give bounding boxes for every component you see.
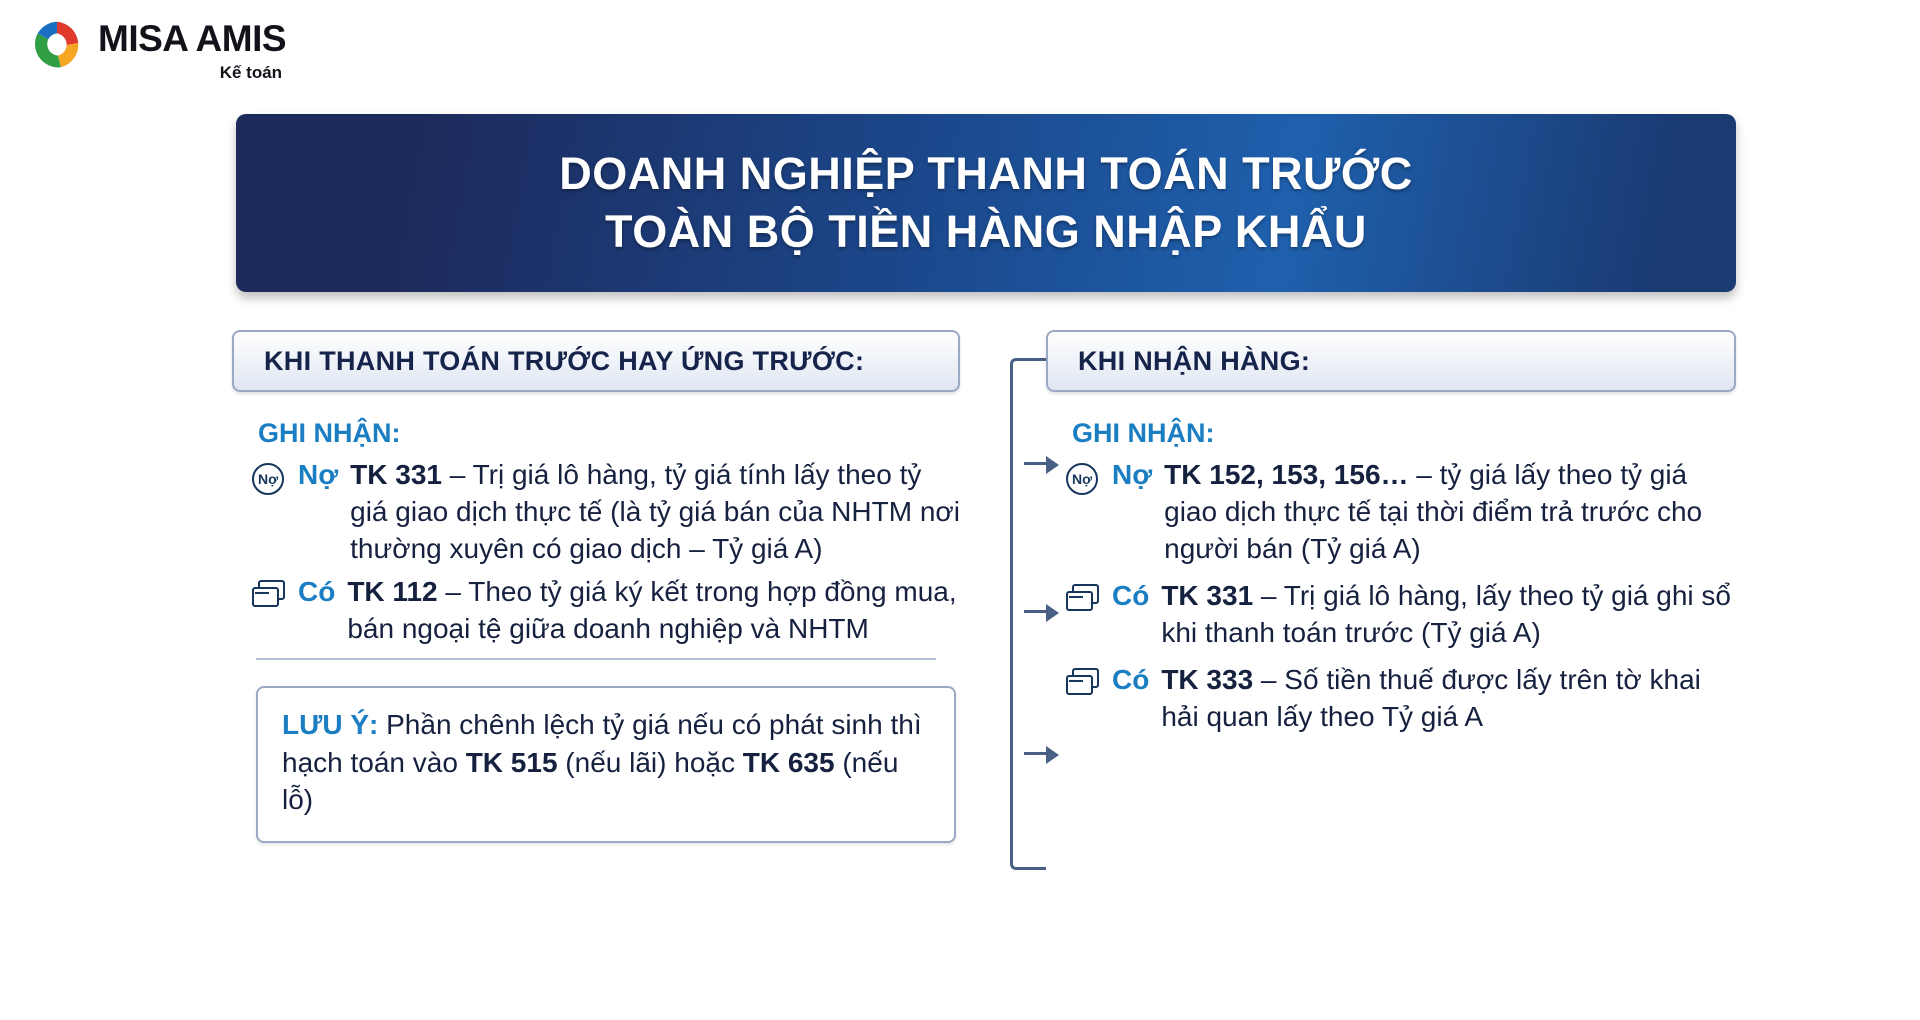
list-item	[252, 574, 960, 648]
left-divider	[256, 658, 936, 660]
right-entry-list	[1066, 457, 1736, 736]
co-cards-icon	[1066, 668, 1106, 704]
right-section-header	[1046, 330, 1736, 392]
no-circle-icon: Nợ	[252, 463, 292, 499]
no-circle-icon: Nợ	[1066, 463, 1106, 499]
left-section-header-text: KHI THANH TOÁN TRƯỚC HAY ỨNG TRƯỚC:	[264, 345, 865, 376]
left-entry-list	[252, 457, 960, 648]
connector-line-2	[1024, 610, 1046, 613]
list-item	[252, 457, 960, 568]
right-column	[1046, 330, 1736, 746]
list-item	[1066, 662, 1736, 736]
entry-text: TK 112 – Theo tỷ giá ký kết trong hợp đồng mua, bán ngoại tệ giữa doanh nghiệp và NHTM	[347, 575, 957, 644]
entry-text: TK 333 – Số tiền thuế được lấy trên tờ khai hải quan lấy theo Tỷ giá A	[1161, 663, 1701, 732]
left-record-label: GHI NHẬN:	[258, 418, 401, 448]
entry-type-label: Nợ	[1112, 459, 1153, 490]
list-item	[1066, 578, 1736, 652]
co-cards-icon	[1066, 584, 1106, 620]
misa-swirl-logo-icon	[28, 16, 86, 74]
brand-logo	[28, 14, 286, 83]
co-cards-icon	[252, 580, 292, 616]
entry-text: TK 331 – Trị giá lô hàng, tỷ giá tính lấy theo tỷ giá giao dịch thực tế (là tỷ giá bán của NHTM nơi thường xuyên có giao dịch – Tỷ giá A)	[350, 459, 960, 564]
brand-subtitle: Kế toán	[219, 63, 283, 82]
entry-type-label: Nợ	[298, 459, 339, 490]
right-section-header-text: KHI NHẬN HÀNG:	[1078, 345, 1311, 376]
entry-text: TK 331 – Trị giá lô hàng, lấy theo tỷ giá ghi sổ khi thanh toán trước (Tỷ giá A)	[1161, 579, 1732, 648]
right-record-label: GHI NHẬN:	[1072, 418, 1215, 448]
entry-text: TK 152, 153, 156… – tỷ giá lấy theo tỷ giá giao dịch thực tế tại thời điểm trả trước cho người bán (Tỷ giá A)	[1164, 459, 1703, 564]
banner-title-line1: DOANH NGHIỆP THANH TOÁN TRƯỚC	[559, 147, 1413, 199]
left-section-header	[232, 330, 960, 392]
entry-type-label: Có	[1112, 579, 1150, 611]
entry-type-label: Có	[298, 575, 336, 607]
brand-name: MISA AMIS	[98, 18, 287, 59]
note-box	[256, 686, 956, 843]
left-column	[232, 330, 960, 843]
connector-line-3	[1024, 752, 1046, 755]
banner-title-line2: TOÀN BỘ TIỀN HÀNG NHẬP KHẨU	[605, 206, 1367, 257]
arrow-icon-3	[1046, 746, 1059, 764]
connector-bracket	[1010, 358, 1046, 870]
note-label: LƯU Ý:	[282, 708, 379, 740]
note-text	[282, 706, 930, 819]
note-body: Phần chênh lệch tỷ giá nếu có phát sinh thì hạch toán vào TK 515 (nếu lãi) hoặc TK 635 (nếu lỗ)	[282, 708, 922, 816]
main-banner	[236, 114, 1736, 292]
banner-title	[529, 145, 1443, 262]
entry-type-label: Có	[1112, 663, 1150, 695]
list-item	[1066, 457, 1736, 568]
connector-line-1	[1024, 462, 1046, 465]
